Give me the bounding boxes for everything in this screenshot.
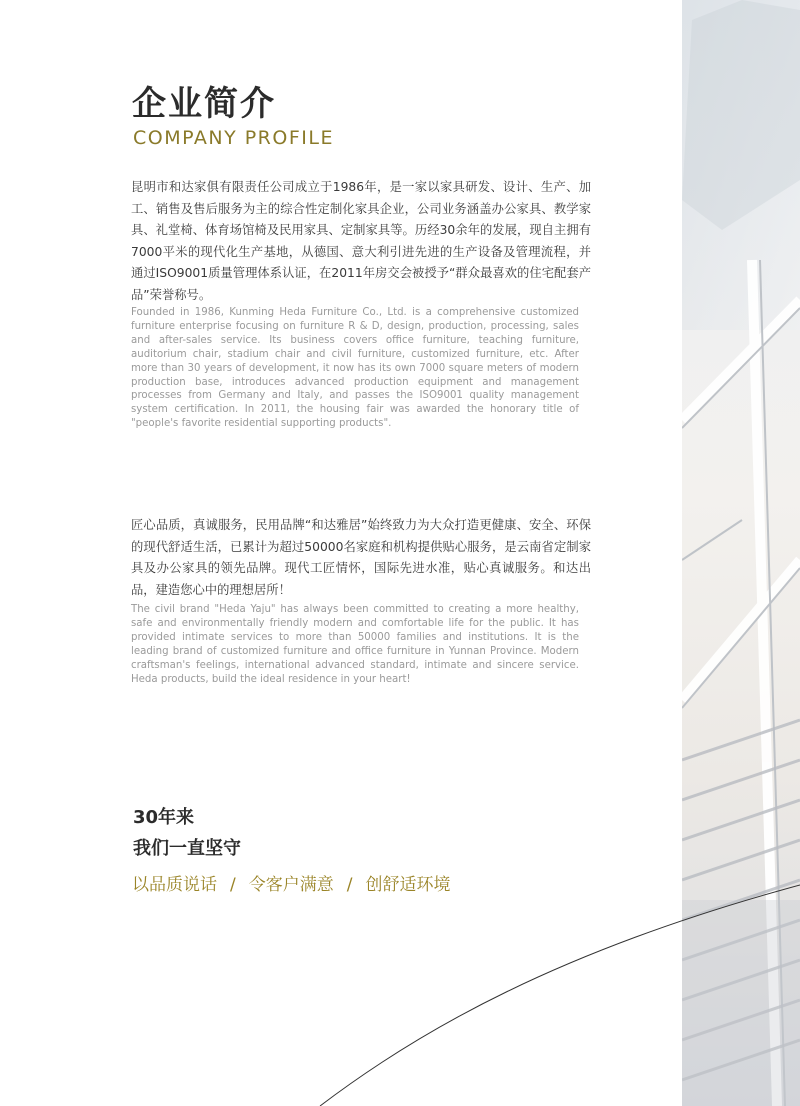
- value-comfort: 创舒适环境: [365, 875, 451, 895]
- value-separator: /: [346, 875, 353, 895]
- value-separator: /: [230, 875, 236, 895]
- slogan-commitment: 我们一直坚守: [133, 838, 241, 859]
- intro-chinese-paragraph: 昆明市和达家俱有限责任公司成立于1986年，是一家以家具研发、设计、生产、加工、销售及售后服务为主的综合性定制化家具企业，公司业务涵盖办公家具、教学家具、礼堂椅、体育场馆椅及民用家具、定制家具等。历经30余年的发展，现自主拥有7000平米的现代化生产基地，从德国、意大利引进先进的生产设备及管理流程，并通过ISO9001质量管理体系认证，在2011年房交会被授予“群众最喜欢的住宅配套产品”荣誉称号。: [131, 180, 591, 302]
- intro-english-paragraph: Founded in 1986, Kunming Heda Furniture Co., Ltd. is a comprehensive customized furniture enterprise focusing on furniture R & D, design, production, processing, sales and after-sales service. Its business covers office furniture, teaching furniture, auditorium chair, stadium chair and civil furniture, customized furniture, etc. After more than 30 years of development, it now has its own 7000 square meters of modern production base, introduces advanced production equipment and management processes from Germany and Italy, and passes the ISO9001 quality management system certification. In 2011, the housing fair was awarded the honorary title of "people's favorite residential supporting products".: [131, 307, 579, 430]
- page-title: 企业简介: [132, 84, 276, 124]
- slogan-years: 30年来: [133, 807, 195, 828]
- value-quality: 以品质说话: [132, 875, 217, 895]
- brand-chinese-paragraph: 匠心品质，真诚服务，民用品牌“和达雅居”始终致力为大众打造更健康、安全、环保的现代舒适生活，已累计为超过50000名家庭和机构提供贴心服务，是云南省定制家具及办公家具的领先品牌。现代工匠情怀，国际先进水准，贴心真诚服务。和达出品，建造您心中的理想居所！: [131, 518, 591, 597]
- value-satisfaction: 令客户满意: [248, 875, 334, 895]
- brand-english-paragraph: The civil brand "Heda Yaju" has always been committed to creating a more healthy, safe and environmentally friendly modern and comfortable life for the public. It has provided intimate services to more than 50000 families and institutions. It is the leading brand of customized furniture and office furniture in Yunnan Province. Modern craftsman's feelings, international advanced standard, intimate and sincere service. Heda products, build the ideal residence in your heart!: [131, 604, 579, 685]
- page-subtitle: COMPANY PROFILE: [133, 127, 334, 149]
